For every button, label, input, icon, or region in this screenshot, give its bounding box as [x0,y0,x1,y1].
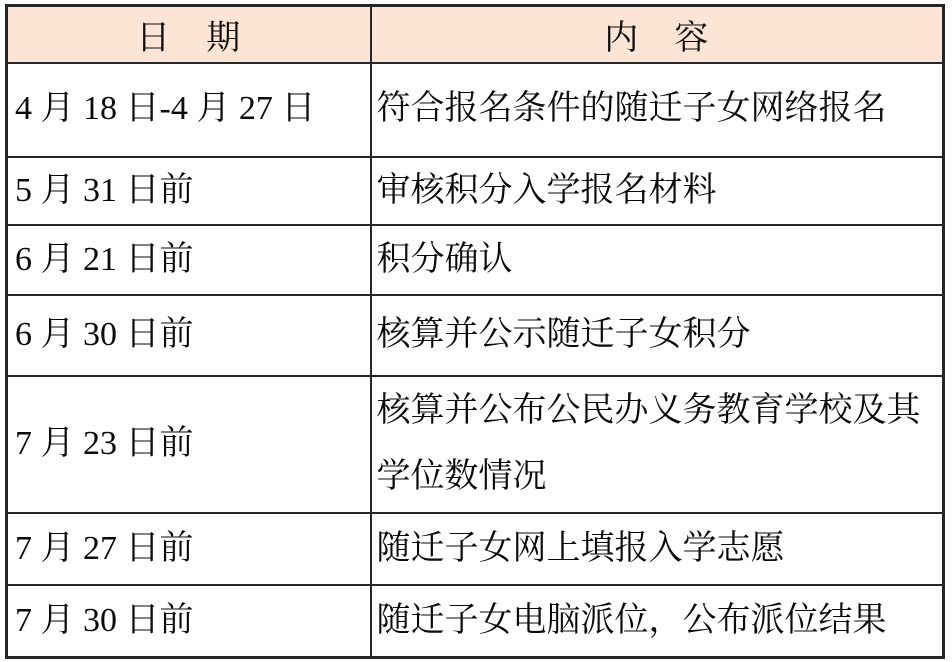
header-cell-content: 内 容 [371,6,944,63]
table-row [7,376,944,513]
header-cell-date: 日 期 [7,6,371,63]
date-cell: 7 月 23 日前 [7,376,371,513]
content-cell: 审核积分入学报名材料 [371,157,944,225]
content-cell: 随迁子女电脑派位，公布派位结果 [371,585,944,658]
table-header-row [7,6,944,63]
table-row [7,63,944,157]
table-row [7,295,944,376]
table-row [7,513,944,585]
table-row [7,585,944,658]
content-cell: 符合报名条件的随迁子女网络报名 [371,63,944,157]
content-cell: 积分确认 [371,225,944,295]
table-row [7,157,944,225]
content-cell: 核算并公布公民办义务教育学校及其学位数情况 [371,376,944,513]
date-cell: 7 月 30 日前 [7,585,371,658]
content-cell: 核算并公示随迁子女积分 [371,295,944,376]
date-cell: 6 月 30 日前 [7,295,371,376]
table-row [7,225,944,295]
date-cell: 7 月 27 日前 [7,513,371,585]
schedule-table [5,4,945,659]
date-cell: 5 月 31 日前 [7,157,371,225]
content-cell: 随迁子女网上填报入学志愿 [371,513,944,585]
date-cell: 6 月 21 日前 [7,225,371,295]
date-cell: 4 月 18 日-4 月 27 日 [7,63,371,157]
